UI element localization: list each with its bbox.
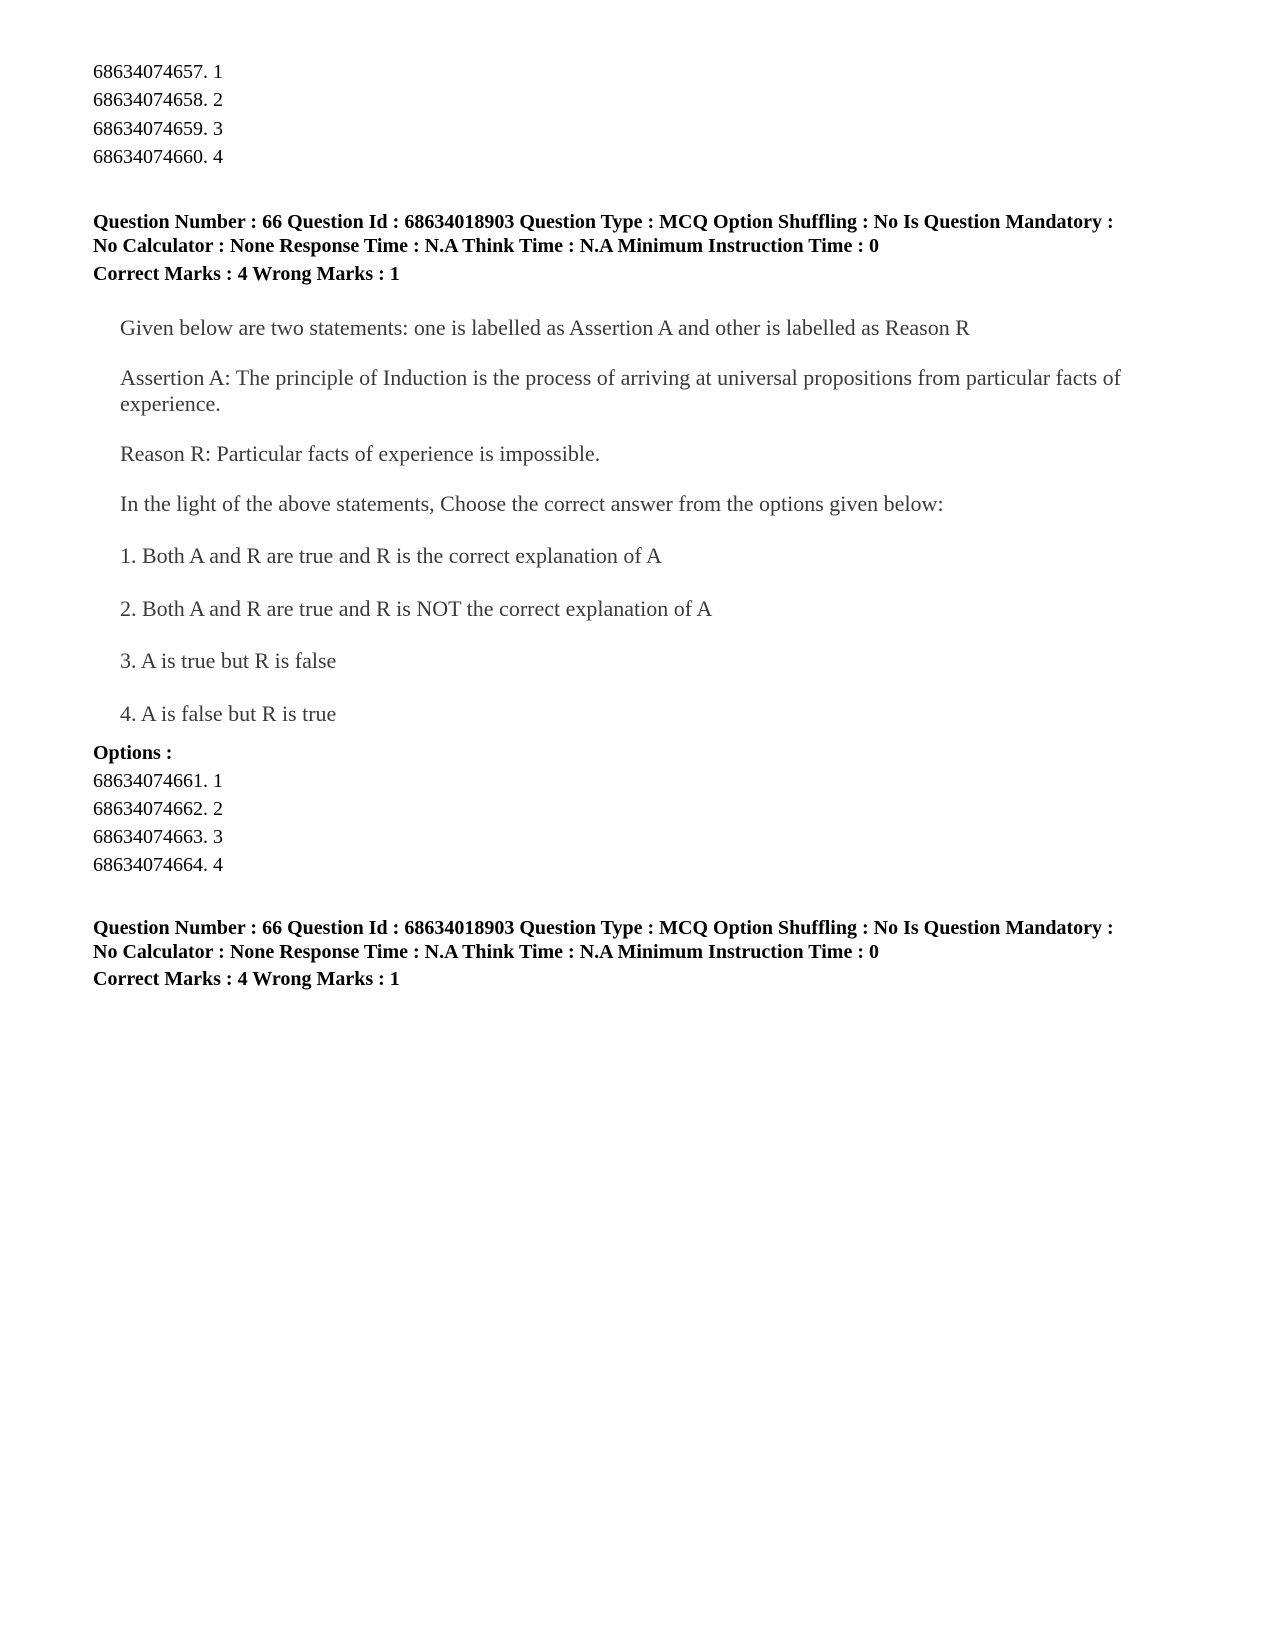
question-a-option-4: 68634074664. 4 (93, 854, 223, 876)
question-a-choice-3: 3. A is true but R is false (120, 648, 337, 673)
question-b-meta-line1: Question Number : 66 Question Id : 68634018903 Question Type : MCQ Option Shuffling : No Is Question Mandatory : (93, 917, 1114, 939)
prev-option-3: 68634074659. 3 (93, 118, 223, 140)
question-a-option-2: 68634074662. 2 (93, 798, 223, 820)
question-a-choice-2: 2. Both A and R are true and R is NOT the correct explanation of A (120, 596, 713, 621)
question-a-reason: Reason R: Particular facts of experience is impossible. (120, 441, 601, 466)
prev-option-2: 68634074658. 2 (93, 89, 223, 111)
prev-option-4: 68634074660. 4 (93, 146, 223, 168)
question-a-marks: Correct Marks : 4 Wrong Marks : 1 (93, 263, 400, 285)
question-a-option-1: 68634074661. 1 (93, 770, 223, 792)
question-b-marks: Correct Marks : 4 Wrong Marks : 1 (93, 968, 400, 990)
question-b-meta-line2: No Calculator : None Response Time : N.A Think Time : N.A Minimum Instruction Time : 0 (93, 941, 879, 963)
question-a-option-3: 68634074663. 3 (93, 826, 223, 848)
question-a-assertion: Assertion A: The principle of Induction is the process of arriving at universal propositions from particular facts of experience. (120, 365, 1121, 416)
question-a-meta-line1: Question Number : 66 Question Id : 68634018903 Question Type : MCQ Option Shuffling : No Is Question Mandatory : (93, 211, 1114, 233)
question-a-choice-1: 1. Both A and R are true and R is the correct explanation of A (120, 543, 662, 568)
question-a-intro: Given below are two statements: one is labelled as Assertion A and other is labelled as Reason R (120, 315, 970, 340)
question-a-choice-4: 4. A is false but R is true (120, 701, 337, 726)
prev-option-1: 68634074657. 1 (93, 61, 223, 83)
question-a-options-label: Options : (93, 742, 173, 764)
question-a-instruction: In the light of the above statements, Choose the correct answer from the options given below: (120, 491, 944, 516)
question-a-meta-line2: No Calculator : None Response Time : N.A Think Time : N.A Minimum Instruction Time : 0 (93, 235, 879, 257)
